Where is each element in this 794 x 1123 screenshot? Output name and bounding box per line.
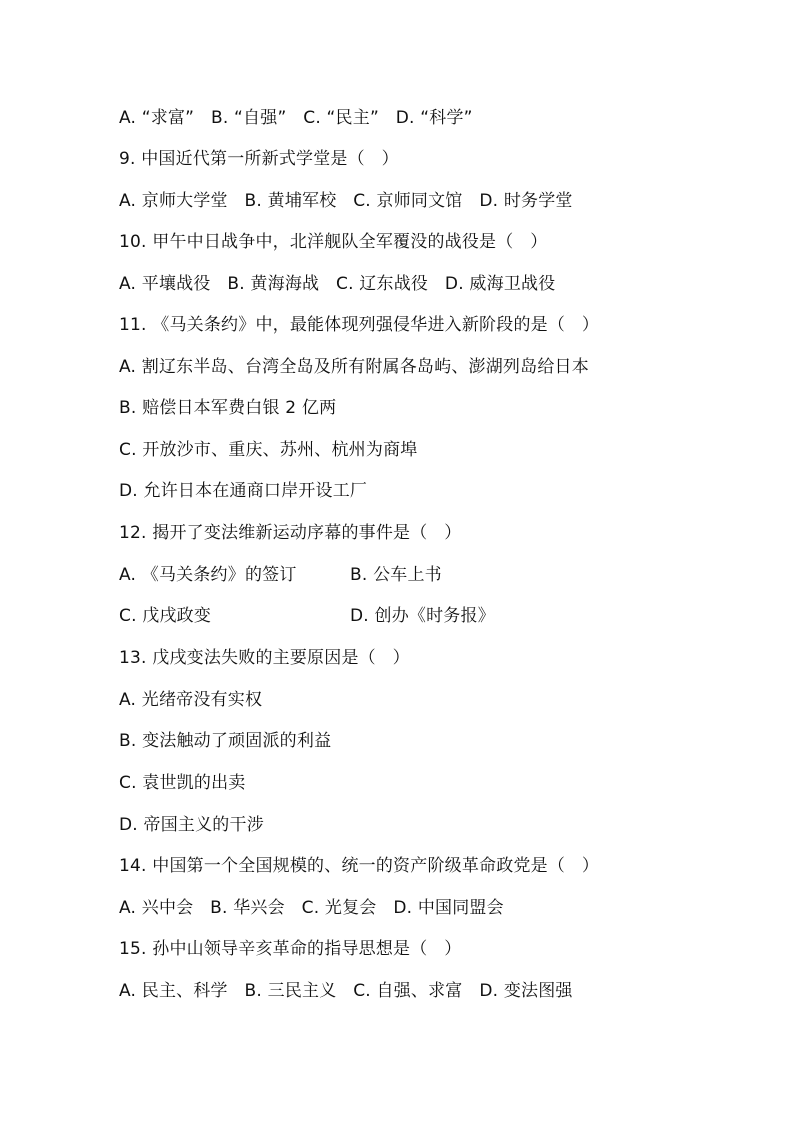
- q11-stem: 11. 《马关条约》中，最能体现列强侵华进入新阶段的是（ ）: [119, 315, 600, 335]
- q13-option-b: B. 变法触动了顽固派的利益: [119, 731, 332, 751]
- q13-option-c: C. 袁世凯的出卖: [119, 773, 246, 793]
- q10-options: A. 平壤战役 B. 黄海海战 C. 辽东战役 D. 威海卫战役: [119, 274, 556, 294]
- q13-stem: 13. 戊戌变法失败的主要原因是（ ）: [119, 648, 410, 668]
- q12-option-b: B. 公车上书: [350, 565, 442, 585]
- q10-stem: 10. 甲午中日战争中，北洋舰队全军覆没的战役是（ ）: [119, 232, 548, 252]
- q9-stem: 9. 中国近代第一所新式学堂是（ ）: [119, 149, 399, 169]
- q13-option-d: D. 帝国主义的干涉: [119, 815, 264, 835]
- q15-options: A. 民主、科学 B. 三民主义 C. 自强、求富 D. 变法图强: [119, 981, 573, 1001]
- q12-option-d: D. 创办《时务报》: [350, 606, 495, 626]
- q12-option-c: C. 戊戌政变: [119, 606, 212, 626]
- q11-option-b: B. 赔偿日本军费白银 2 亿两: [119, 398, 337, 418]
- q12-option-a: A. 《马关条约》的签订: [119, 565, 297, 585]
- q8-options: A. “求富” B. “自强” C. “民主” D. “科学”: [119, 108, 473, 128]
- q14-options: A. 兴中会 B. 华兴会 C. 光复会 D. 中国同盟会: [119, 898, 504, 918]
- q11-option-d: D. 允许日本在通商口岸开设工厂: [119, 481, 368, 501]
- q12-stem: 12. 揭开了变法维新运动序幕的事件是（ ）: [119, 523, 462, 543]
- q11-option-c: C. 开放沙市、重庆、苏州、杭州为商埠: [119, 440, 418, 460]
- q11-option-a: A. 割辽东半岛、台湾全岛及所有附属各岛屿、澎湖列岛给日本: [119, 357, 589, 377]
- q9-options: A. 京师大学堂 B. 黄埔军校 C. 京师同文馆 D. 时务学堂: [119, 191, 573, 211]
- q14-stem: 14. 中国第一个全国规模的、统一的资产阶级革命政党是（ ）: [119, 856, 600, 876]
- q13-option-a: A. 光绪帝没有实权: [119, 690, 263, 710]
- q15-stem: 15. 孙中山领导辛亥革命的指导思想是（ ）: [119, 939, 462, 959]
